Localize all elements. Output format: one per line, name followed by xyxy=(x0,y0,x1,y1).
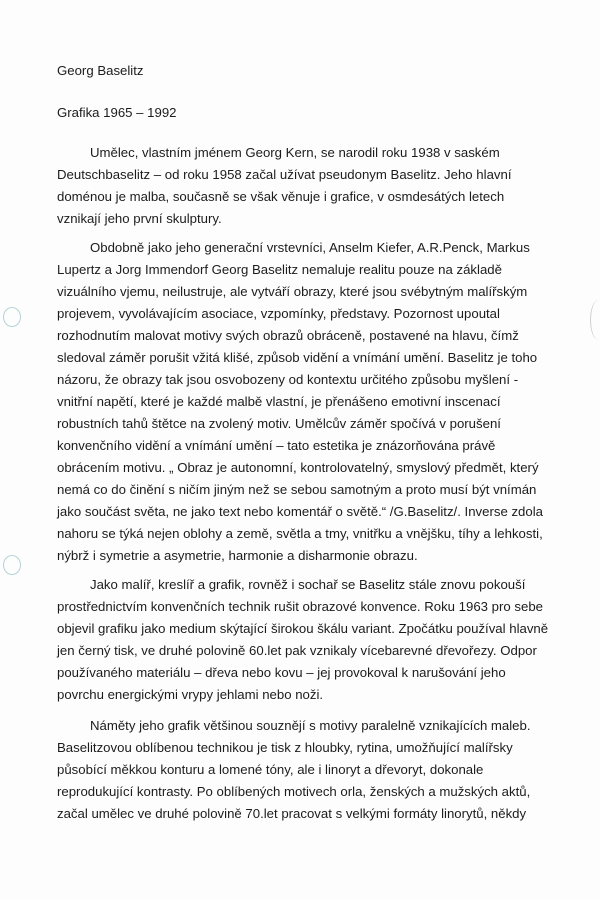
text-line: vnitřní napětí, které je každé malbě vlastní, je přenášeno emotivní inscenací xyxy=(57,394,501,409)
document-author: Georg Baselitz xyxy=(57,63,144,78)
text-line: konvenčního vidění a vnímání umění – tato estetika je znázorňována právě xyxy=(57,438,496,453)
text-line: doménou je malba, současně se však věnuje i grafice, v osmdesátých letech xyxy=(57,189,505,204)
text-line: nemá co do činění s ničím jiným než se sebou samotným a proto musí být vnímán xyxy=(57,482,537,497)
text-line: vznikají jeho první skulptury. xyxy=(57,211,222,226)
text-line: vizuálního vjemu, neilustruje, ale vytváří obrazy, které jsou svébytným malířským xyxy=(57,284,528,299)
text-line: Deutschbaselitz – od roku 1958 začal užívat pseudonym Baselitz. Jeho hlavní xyxy=(57,167,512,182)
text-line: jen černý tisk, ve druhé polovině 60.let pak vznikaly vícebarevné dřevořezy. Odpor xyxy=(57,643,537,658)
document-subtitle: Grafika 1965 – 1992 xyxy=(57,105,177,120)
text-line: obrácením motivu. „ Obraz je autonomní, kontrolovatelný, smyslový předmět, který xyxy=(57,460,539,475)
text-line: Náměty jeho grafik většinou souznějí s motivy paralelně vznikajících maleb. xyxy=(90,718,531,733)
text-line: Baselitzovou oblíbenou technikou je tisk z hloubky, rytina, umožňující malířsky xyxy=(57,740,513,755)
text-line: působící měkkou konturu a lomené tóny, ale i linoryt a dřevoryt, dokonale xyxy=(57,762,484,777)
text-line: používaného materiálu – dřeva nebo kovu – jej provokoval k narušování jeho xyxy=(57,665,506,680)
text-line: objevil grafiku jako medium skýtající širokou škálu variant. Zpočátku používal hlavně xyxy=(57,621,549,636)
text-line: Umělec, vlastním jménem Georg Kern, se narodil roku 1938 v saském xyxy=(90,145,500,160)
text-line: Obdobně jako jeho generační vrstevníci, Anselm Kiefer, A.R.Penck, Markus xyxy=(90,240,530,255)
text-line: nýbrž i symetrie a asymetrie, harmonie a disharmonie obrazu. xyxy=(57,548,418,563)
text-line: Lupertz a Jorg Immendorf Georg Baselitz nemaluje realitu pouze na základě xyxy=(57,262,502,277)
text-line: nahoru se týká nejen oblohy a země, světla a tmy, vnitřku a vnějšku, tíhy a lehkosti, xyxy=(57,526,543,541)
text-line: prostřednictvím konvenčních technik rušit obrazové konvence. Roku 1963 pro sebe xyxy=(57,599,544,614)
text-line: jako součást světa, ne jako text nebo komentář o světě.“ /G.Baselitz/. Inverse zdola xyxy=(57,504,543,519)
text-line: rozhodnutím malovat motivy svých obrazů obráceně, postavené na hlavu, čímž xyxy=(57,328,519,343)
text-line: sledoval záměr porušit vžitá klišé, způsob vidění a vnímání umění. Baselitz je toho xyxy=(57,350,538,365)
text-line: projevem, vyvolávajícím asociace, vzpomínky, představy. Pozornost upoutal xyxy=(57,306,500,321)
right-edge-bleed-mark xyxy=(590,300,600,340)
text-line: reprodukující kontrasty. Po oblíbených motivech orla, ženských a mužských aktů, xyxy=(57,784,531,799)
margin-ring-mark xyxy=(3,307,21,327)
text-line: začal umělec ve druhé polovině 70.let pracovat s velkými formáty linorytů, někdy xyxy=(57,806,527,821)
margin-ring-mark xyxy=(3,555,21,575)
text-line: robustních tahů štětce na zvolený motiv. Umělcův záměr spočívá v porušení xyxy=(57,416,501,431)
text-line: Jako malíř, kreslíř a grafik, rovněž i sochař se Baselitz stále znovu pokouší xyxy=(90,577,526,592)
text-line: povrchu energickými vrypy jehlami nebo noži. xyxy=(57,687,324,702)
text-line: názoru, že obrazy tak jsou osvobozeny od kontextu určitého způsobu myšlení - xyxy=(57,372,519,387)
